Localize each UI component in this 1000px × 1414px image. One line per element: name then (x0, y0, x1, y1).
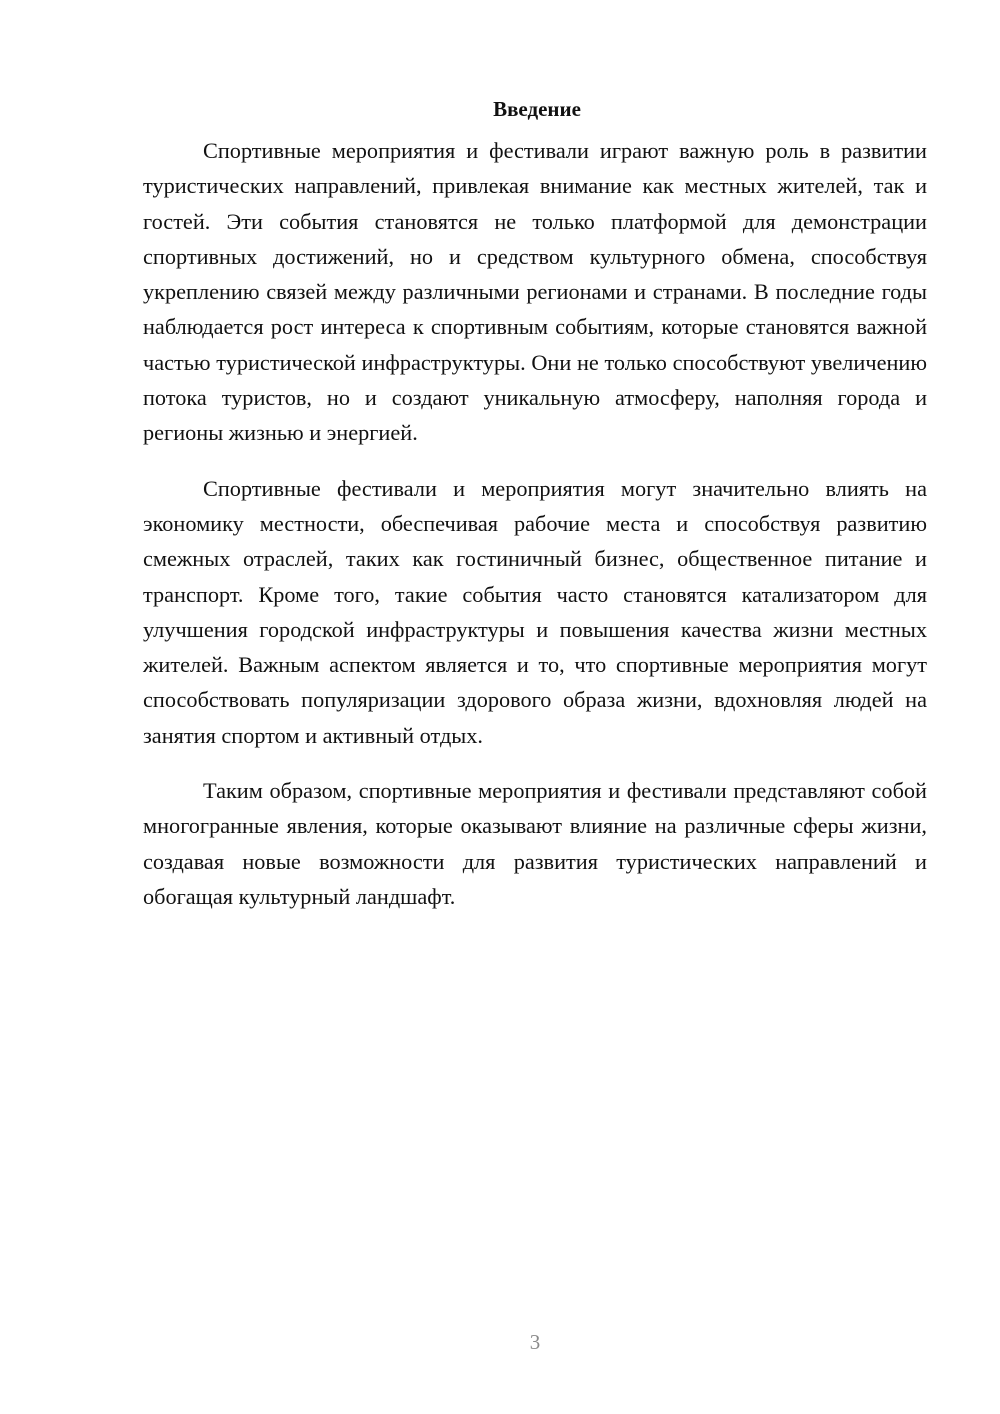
paragraph-2: Спортивные фестивали и мероприятия могут значительно влиять на экономику местности, обеспечивая рабочие места и способствуя развитию смежных отраслей, таких как гостиничный бизнес, общественное питание и транспорт. Кроме того, такие события часто становятся катализатором для улучшения городской инфраструктуры и повышения качества жизни местных жителей. Важным аспектом является и то, что спортивные мероприятия могут способствовать популяризации здорового образа жизни, вдохновляя людей на занятия спортом и активный отдых. (143, 475, 927, 748)
page-content (143, 92, 927, 934)
paragraph-1: Спортивные мероприятия и фестивали играют важную роль в развитии туристических направлений, привлекая внимание как местных жителей, так и гостей. Эти события становятся не только платформой для демонстрации спортивных достижений, но и средством культурного обмена, способствуя укреплению связей между различными регионами и странами. В последние годы наблюдается рост интереса к спортивным событиям, которые становятся важной частью туристической инфраструктуры. Они не только способствуют увеличению потока туристов, но и создают уникальную атмосферу, наполняя города и регионы жизнью и энергией. (143, 138, 927, 446)
paragraph-3: Таким образом, спортивные мероприятия и фестивали представляют собой многогранные явления, которые оказывают влияние на различные сферы жизни, создавая новые возможности для развития туристических направлений и обогащая культурный ландшафт. (143, 778, 927, 909)
page-number: 3 (529, 1330, 541, 1354)
section-title: Введение (493, 97, 581, 121)
